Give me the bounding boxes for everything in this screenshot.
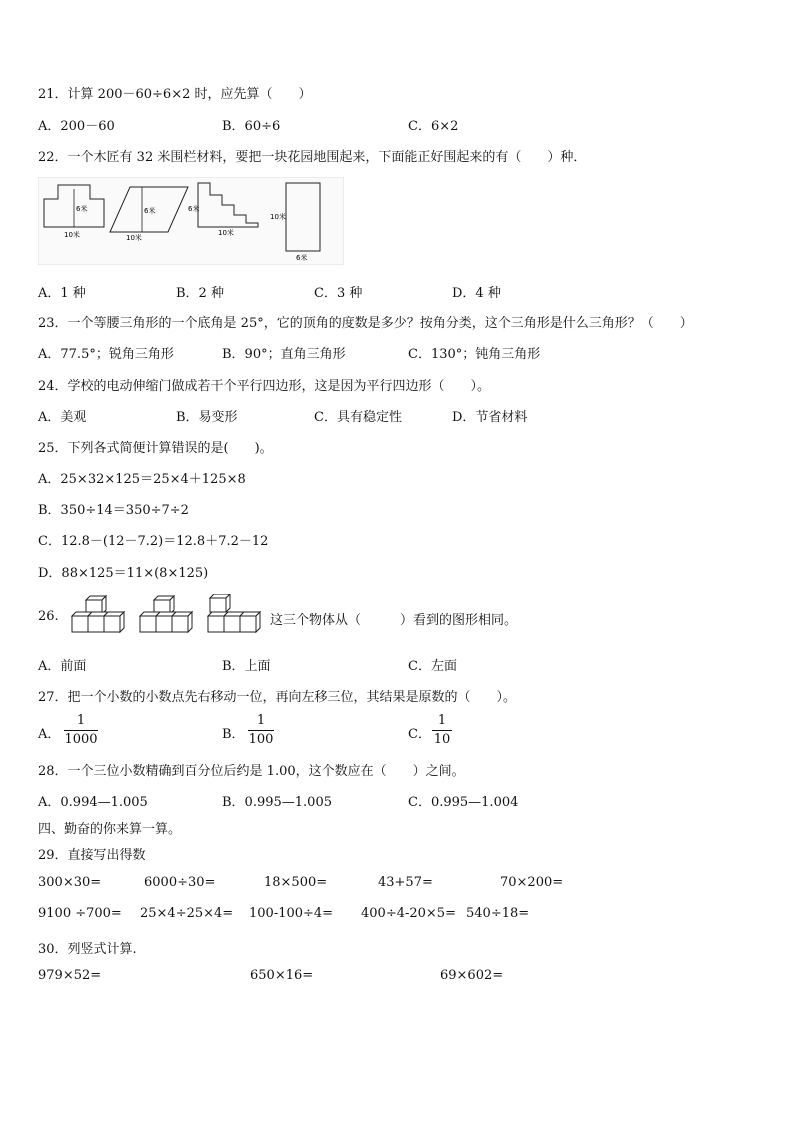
q22-option-c: C．3 种: [314, 286, 363, 301]
q29-row1-item-3: 18×500=: [264, 875, 328, 890]
q27-option-a-fraction: [64, 713, 98, 748]
q25-option-b: B．350÷14＝350÷7÷2: [38, 503, 189, 518]
q23-stem: 23．一个等腰三角形的一个底角是 25°，它的顶角的度数是多少？按角分类，这个三角形是什么三角形？（ ）: [38, 316, 693, 331]
q23-option-a: A．77.5°；锐角三角形: [38, 347, 174, 362]
q27-option-c-numerator: 1: [437, 713, 447, 728]
q29-row1-item-5: 70×200=: [500, 875, 564, 890]
q26-object-3: [208, 594, 260, 632]
q23-option-b: B．90°；直角三角形: [222, 347, 346, 362]
q27-option-a-numerator: 1: [76, 713, 86, 728]
q29-row2-item-1: 9100 ÷700=: [38, 906, 122, 921]
q27-option-b-numerator: 1: [256, 713, 266, 728]
q27-stem: 27．把一个小数的小数点先右移动一位，再向左移三位，其结果是原数的（ ）。: [38, 690, 517, 705]
q27-option-a-denominator: 1000: [64, 732, 98, 747]
q30-item-3: 69×602=: [440, 968, 504, 983]
q25-stem: 25．下列各式简便计算错误的是( )。: [38, 441, 273, 456]
q27-option-a-letter: A．: [38, 727, 61, 742]
q30-item-2: 650×16=: [250, 968, 314, 983]
q24-option-b: B．易变形: [176, 410, 238, 425]
q26-option-c: C．左面: [408, 659, 457, 674]
q29-row2-item-2: 25×4÷25×4=: [140, 906, 234, 921]
q29-row2-item-4: 400÷4-20×5=: [361, 906, 456, 921]
q26-object-1: [72, 596, 124, 632]
q26-object-2: [140, 596, 192, 632]
q21-option-c: C．6×2: [408, 119, 459, 134]
section-4-title: 四、勤奋的你来算一算。: [38, 822, 182, 837]
q22-label-7: 10米: [270, 213, 286, 221]
q28-option-a: A．0.994—1.005: [38, 795, 148, 810]
q21-option-a: A．200－60: [38, 119, 115, 134]
q22-option-d: D．4 种: [452, 286, 501, 301]
q26-stem: 这三个物体从（ ）看到的图形相同。: [270, 613, 518, 628]
q24-option-d: D．节省材料: [452, 410, 528, 425]
q25-option-d: D．88×125＝11×(8×125): [38, 566, 209, 581]
q29-row1-item-4: 43+57=: [378, 875, 433, 890]
q23-option-c: C．130°；钝角三角形: [408, 347, 541, 362]
q26-number: 26.: [38, 609, 59, 624]
q24-stem: 24．学校的电动伸缩门做成若干个平行四边形，这是因为平行四边形（ ）。: [38, 379, 491, 394]
q28-stem: 28．一个三位小数精确到百分位后约是 1.00，这个数应在（ ）之间。: [38, 764, 465, 779]
q24-option-c: C．具有稳定性: [314, 410, 402, 425]
q21-option-b: B．60÷6: [222, 119, 281, 134]
q26-cube-figures: [70, 594, 266, 636]
q22-shapes-figure: [38, 177, 344, 265]
q22-option-b: B．2 种: [176, 286, 224, 301]
q24-option-a: A．美观: [38, 410, 87, 425]
q22-label-1: 6米: [76, 205, 88, 213]
q21-stem: 21．计算 200－60÷6×2 时，应先算（ ）: [38, 87, 312, 102]
q27-option-c-fraction: [432, 713, 452, 748]
q29-stem: 29．直接写出得数: [38, 848, 146, 863]
q27-option-b-letter: B．: [222, 727, 245, 742]
q22-label-4: 10米: [126, 234, 142, 242]
q29-row1-item-1: 300×30=: [38, 875, 102, 890]
q29-row1-item-2: 6000÷30=: [144, 875, 216, 890]
q26-option-a: A．前面: [38, 659, 87, 674]
q27-option-b-fraction: [248, 713, 274, 748]
q22-label-3: 6米: [144, 207, 156, 215]
q22-label-2: 10米: [64, 231, 80, 239]
q28-option-b: B．0.995—1.005: [222, 795, 332, 810]
q22-label-6: 10米: [218, 229, 234, 237]
q29-row2-item-3: 100-100÷4=: [249, 906, 334, 921]
q22-option-a: A．1 种: [38, 286, 86, 301]
q29-row2-item-5: 540÷18=: [466, 906, 530, 921]
q28-option-c: C．0.995—1.004: [408, 795, 519, 810]
q27-option-c-denominator: 10: [433, 732, 451, 747]
q25-option-c: C．12.8－(12－7.2)＝12.8＋7.2－12: [38, 534, 269, 549]
q27-option-b-denominator: 100: [248, 732, 274, 747]
q22-stem: 22．一个木匠有 32 米围栏材料，要把一块花园地围起来，下面能正好围起来的有（ ）种．: [38, 150, 587, 165]
q25-option-a: A．25×32×125＝25×4＋125×8: [38, 472, 246, 487]
q30-item-1: 979×52=: [38, 968, 102, 983]
q22-label-8: 6米: [296, 254, 308, 262]
q22-label-5: 6米: [188, 205, 200, 213]
q27-option-c-letter: C．: [408, 727, 431, 742]
q30-stem: 30．列竖式计算.: [38, 942, 137, 957]
q26-option-b: B．上面: [222, 659, 271, 674]
